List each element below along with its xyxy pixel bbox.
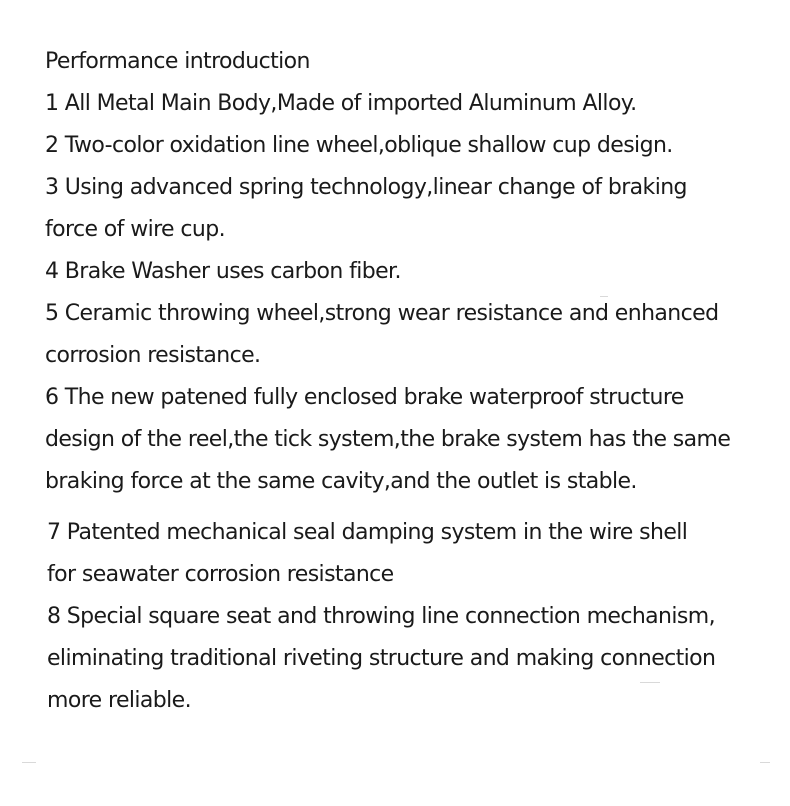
item-3-line-1: 3 Using advanced spring technology,linear change of braking [45,175,687,200]
item-8-line-1: 8 Special square seat and throwing line connection mechanism, [47,604,716,629]
scan-speck [640,682,660,683]
item-1-line-1: 1 All Metal Main Body,Made of imported Aluminum Alloy. [45,91,637,116]
scan-speck [600,296,608,297]
item-8-line-3: more reliable. [47,688,191,713]
item-5-line-2: corrosion resistance. [45,343,261,368]
scan-speck [760,762,770,763]
item-5-line-1: 5 Ceramic throwing wheel,strong wear resistance and enhanced [45,301,719,326]
item-6-line-2: design of the reel,the tick system,the brake system has the same [45,427,731,452]
document-heading: Performance introduction [45,49,310,74]
item-2-line-1: 2 Two-color oxidation line wheel,oblique shallow cup design. [45,133,673,158]
item-3-line-2: force of wire cup. [45,217,225,242]
item-6-line-3: braking force at the same cavity,and the outlet is stable. [45,469,637,494]
scan-speck [22,762,36,763]
item-8-line-2: eliminating traditional riveting structure and making connection [47,646,716,671]
item-7-line-1: 7 Patented mechanical seal damping system in the wire shell [47,520,688,545]
item-7-line-2: for seawater corrosion resistance [47,562,394,587]
item-6-line-1: 6 The new patened fully enclosed brake waterproof structure [45,385,684,410]
item-4-line-1: 4 Brake Washer uses carbon fiber. [45,259,401,284]
